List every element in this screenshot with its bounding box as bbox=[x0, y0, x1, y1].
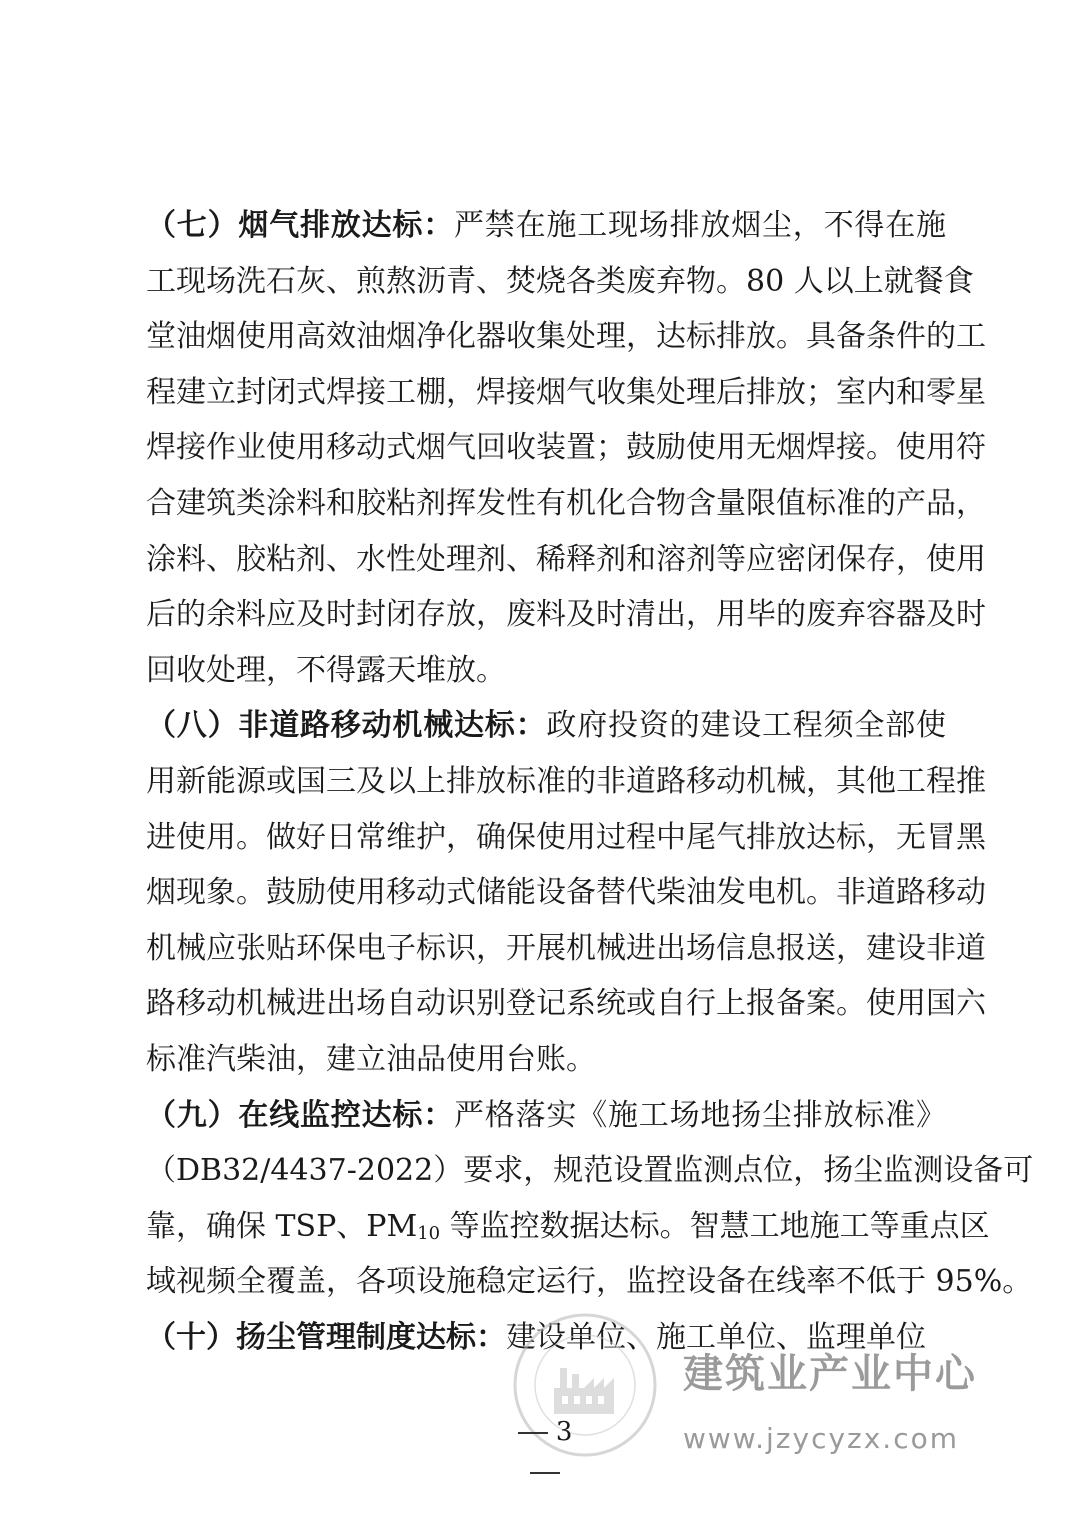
line-text: 标准汽柴油，建立油品使用台账。 bbox=[146, 1041, 596, 1077]
paragraph-line bbox=[146, 1143, 1034, 1199]
page-number-value: 3 bbox=[555, 1417, 573, 1447]
paragraph-line bbox=[146, 865, 986, 921]
line-text: （DB32/4437-2022）要求，规范设置监测点位，扬尘监测设备可 bbox=[146, 1153, 1034, 1189]
page-number-dash bbox=[530, 1472, 560, 1474]
paragraph-line bbox=[146, 698, 946, 754]
line-text: 烟现象。鼓励使用移动式储能设备替代柴油发电机。非道路移动 bbox=[146, 875, 986, 911]
section-heading: （十）扬尘管理制度达标： bbox=[146, 1319, 506, 1355]
paragraph-line bbox=[146, 754, 986, 810]
line-text: 合建筑类涂料和胶粘剂挥发性有机化合物含量限值标准的产品， bbox=[146, 485, 986, 521]
line-text: 政府投资的建设工程须全部使 bbox=[546, 708, 947, 744]
section-heading: （七）烟气排放达标： bbox=[146, 208, 454, 243]
line-text: 等监控数据达标。智慧工地施工等重点区 bbox=[440, 1208, 990, 1244]
line-text: 焊接作业使用移动式烟气回收装置；鼓励使用无烟焊接。使用符 bbox=[146, 430, 986, 466]
paragraph-line bbox=[146, 810, 986, 866]
subscript: 10 bbox=[417, 1222, 441, 1244]
line-text: 用新能源或国三及以上排放标准的非道路移动机械，其他工程推 bbox=[146, 763, 986, 799]
section-heading: （八）非道路移动机械达标： bbox=[146, 708, 547, 744]
line-text: 涂料、胶粘剂、水性处理剂、稀释剂和溶剂等应密闭保存，使用 bbox=[146, 541, 986, 577]
line-text: 建设单位、施工单位、监理单位 bbox=[506, 1319, 926, 1355]
paragraph-line bbox=[146, 1088, 946, 1144]
line-text: 严禁在施工现场排放烟尘，不得在施 bbox=[454, 208, 946, 243]
line-text: 机械应张贴环保电子标识，开展机械进出场信息报送，建设非道 bbox=[146, 930, 986, 966]
paragraph-line bbox=[146, 976, 986, 1032]
paragraph-line bbox=[146, 309, 986, 365]
body-text bbox=[146, 198, 1034, 1365]
paragraph-line bbox=[146, 365, 986, 421]
paragraph-line bbox=[146, 643, 946, 699]
paragraph-line bbox=[146, 1032, 946, 1088]
paragraph-line bbox=[146, 254, 974, 310]
page-number bbox=[500, 1412, 590, 1492]
section-heading: （九）在线监控达标： bbox=[146, 1097, 454, 1133]
line-text: 靠，确保 TSP、PM bbox=[146, 1208, 418, 1244]
line-text: 后的余料应及时封闭存放，废料及时清出，用毕的废弃容器及时 bbox=[146, 597, 986, 633]
watermark-title: 建筑业产业中心 bbox=[683, 1351, 977, 1397]
paragraph-line bbox=[146, 198, 946, 254]
paragraph-line bbox=[146, 1254, 1033, 1310]
paragraph-line bbox=[146, 420, 986, 476]
paragraph-line bbox=[146, 476, 986, 532]
line-text: 域视频全覆盖，各项设施稳定运行，监控设备在线率不低于 95%。 bbox=[146, 1264, 1033, 1300]
page-number-dash bbox=[518, 1432, 548, 1434]
paragraph-line bbox=[146, 1199, 990, 1255]
line-text: 回收处理，不得露天堆放。 bbox=[146, 652, 506, 688]
paragraph-line bbox=[146, 921, 986, 977]
line-text: 路移动机械进出场自动识别登记系统或自行上报备案。使用国六 bbox=[146, 986, 986, 1022]
line-text: 工现场洗石灰、煎熬沥青、焚烧各类废弃物。80 人以上就餐食 bbox=[146, 263, 974, 299]
paragraph-line bbox=[146, 587, 986, 643]
paragraph-line bbox=[146, 532, 986, 588]
line-text: 严格落实《施工场地扬尘排放标准》 bbox=[454, 1097, 946, 1133]
line-text: 堂油烟使用高效油烟净化器收集处理，达标排放。具备条件的工 bbox=[146, 319, 986, 355]
line-text: 进使用。做好日常维护，确保使用过程中尾气排放达标，无冒黑 bbox=[146, 819, 986, 855]
watermark-url: www.jzycyzx.com bbox=[683, 1422, 960, 1455]
line-text: 程建立封闭式焊接工棚，焊接烟气收集处理后排放；室内和零星 bbox=[146, 374, 986, 410]
